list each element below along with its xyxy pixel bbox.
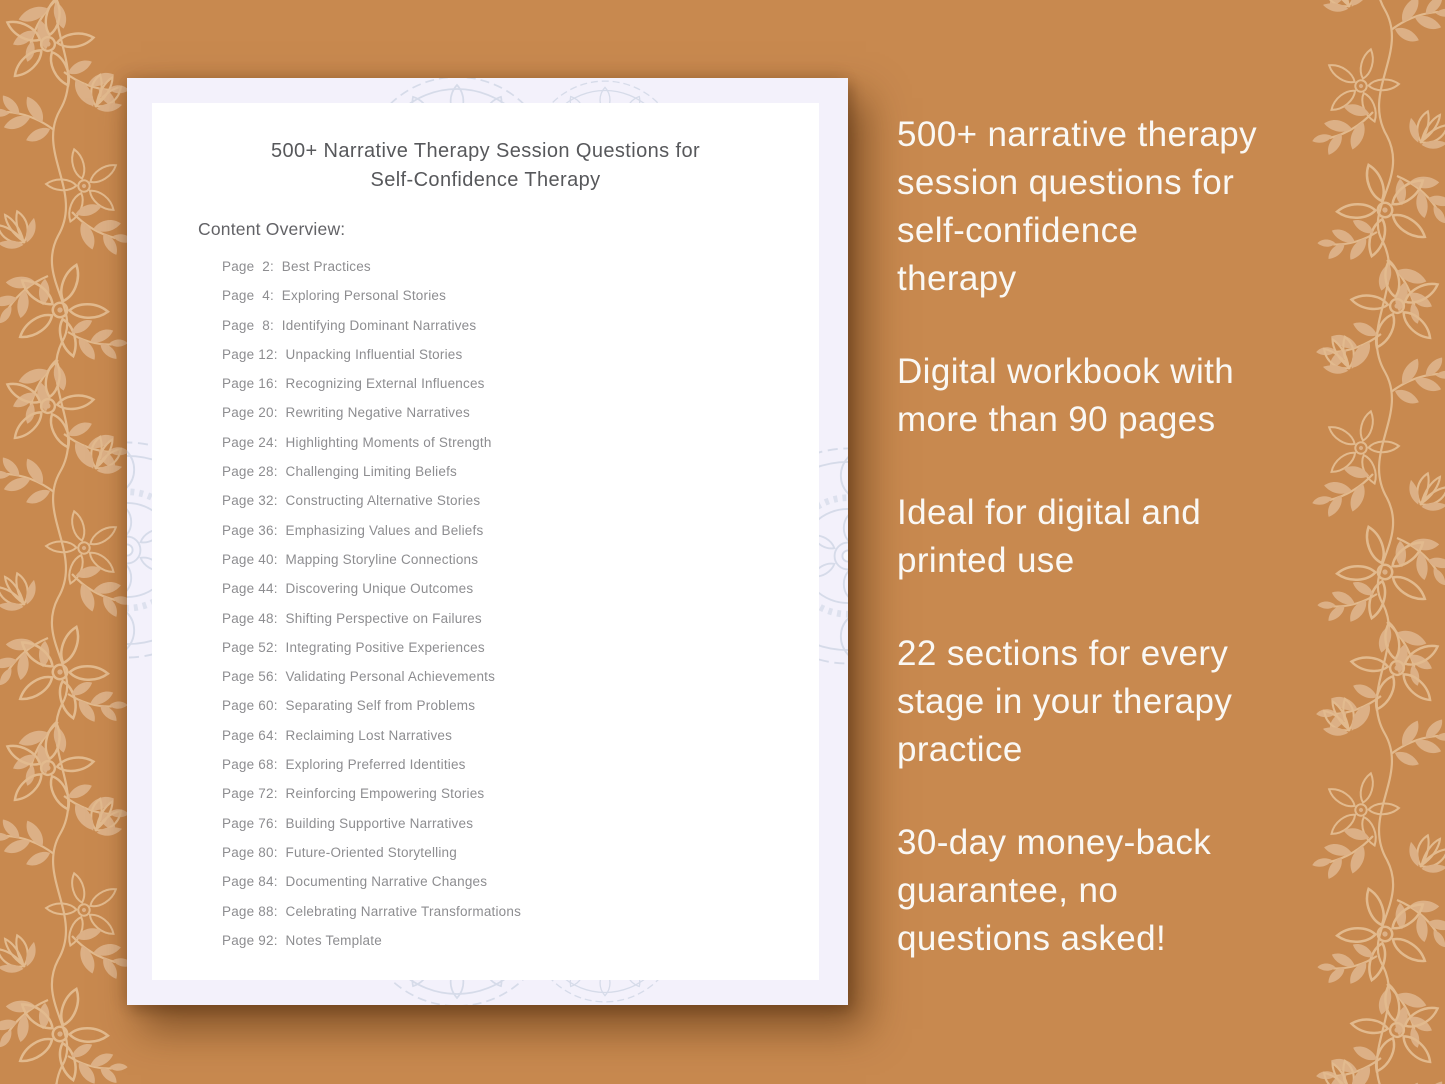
toc-item: Page 24: Highlighting Moments of Strength bbox=[222, 434, 492, 450]
toc-item: Page 64: Reclaiming Lost Narratives bbox=[222, 727, 453, 743]
marketing-bullet-line: printed use bbox=[897, 541, 1075, 580]
floral-vine-left-decoration bbox=[0, 0, 138, 1084]
marketing-bullet-line: 22 sections for every bbox=[897, 634, 1229, 673]
marketing-bullet-line: practice bbox=[897, 730, 1023, 769]
toc-item: Page 8: Identifying Dominant Narratives bbox=[222, 317, 477, 333]
toc-item: Page 60: Separating Self from Problems bbox=[222, 698, 476, 714]
document-title-line: Self-Confidence Therapy bbox=[370, 169, 601, 191]
content-overview-heading: Content Overview: bbox=[198, 219, 346, 239]
toc-item: Page 84: Documenting Narrative Changes bbox=[222, 874, 488, 890]
toc-item: Page 36: Emphasizing Values and Beliefs bbox=[222, 522, 484, 538]
toc-item: Page 40: Mapping Storyline Connections bbox=[222, 551, 479, 567]
marketing-bullet-line: more than 90 pages bbox=[897, 400, 1216, 439]
toc-item: Page 72: Reinforcing Empowering Stories bbox=[222, 786, 485, 802]
marketing-bullet-line: therapy bbox=[897, 259, 1017, 298]
toc-item: Page 48: Shifting Perspective on Failures bbox=[222, 610, 482, 626]
marketing-bullet-line: 30-day money-back bbox=[897, 823, 1212, 862]
marketing-bullet bbox=[897, 630, 1337, 774]
marketing-bullet-line: Digital workbook with bbox=[897, 352, 1235, 391]
toc-item: Page 80: Future-Oriented Storytelling bbox=[222, 844, 457, 860]
toc-list bbox=[222, 252, 819, 955]
document-title-line: 500+ Narrative Therapy Session Questions for bbox=[270, 140, 701, 162]
marketing-bullet bbox=[897, 348, 1337, 444]
toc-item: Page 76: Building Supportive Narratives bbox=[222, 815, 474, 831]
marketing-bullet bbox=[897, 819, 1337, 963]
toc-item: Page 92: Notes Template bbox=[222, 932, 382, 948]
marketing-copy bbox=[897, 111, 1337, 1008]
marketing-bullet-line: stage in your therapy bbox=[897, 682, 1233, 721]
marketing-bullet bbox=[897, 489, 1337, 585]
toc-item: Page 56: Validating Personal Achievements bbox=[222, 669, 496, 685]
marketing-bullet-line: guarantee, no bbox=[897, 871, 1119, 910]
document-card bbox=[127, 78, 848, 1005]
toc-item: Page 52: Integrating Positive Experiences bbox=[222, 639, 485, 655]
marketing-bullet-line: session questions for bbox=[897, 163, 1235, 202]
toc-item: Page 20: Rewriting Negative Narratives bbox=[222, 405, 470, 421]
marketing-bullet-line: Ideal for digital and bbox=[897, 493, 1202, 532]
toc-item: Page 2: Best Practices bbox=[222, 259, 371, 274]
document-page bbox=[152, 103, 819, 980]
toc-item: Page 16: Recognizing External Influences bbox=[222, 376, 485, 392]
toc-item: Page 28: Challenging Limiting Beliefs bbox=[222, 464, 457, 480]
marketing-bullet-line: 500+ narrative therapy bbox=[897, 115, 1257, 154]
toc-item: Page 68: Exploring Preferred Identities bbox=[222, 757, 466, 773]
toc-item: Page 12: Unpacking Influential Stories bbox=[222, 346, 463, 362]
toc-item: Page 32: Constructing Alternative Stories bbox=[222, 493, 481, 509]
document-title bbox=[152, 137, 819, 195]
toc-item: Page 4: Exploring Personal Stories bbox=[222, 288, 447, 304]
marketing-bullet-line: self-confidence bbox=[897, 211, 1139, 250]
marketing-bullet bbox=[897, 111, 1337, 303]
toc-item: Page 44: Discovering Unique Outcomes bbox=[222, 581, 474, 597]
toc-item: Page 88: Celebrating Narrative Transformations bbox=[222, 903, 522, 919]
marketing-bullet-line: questions asked! bbox=[897, 919, 1167, 958]
